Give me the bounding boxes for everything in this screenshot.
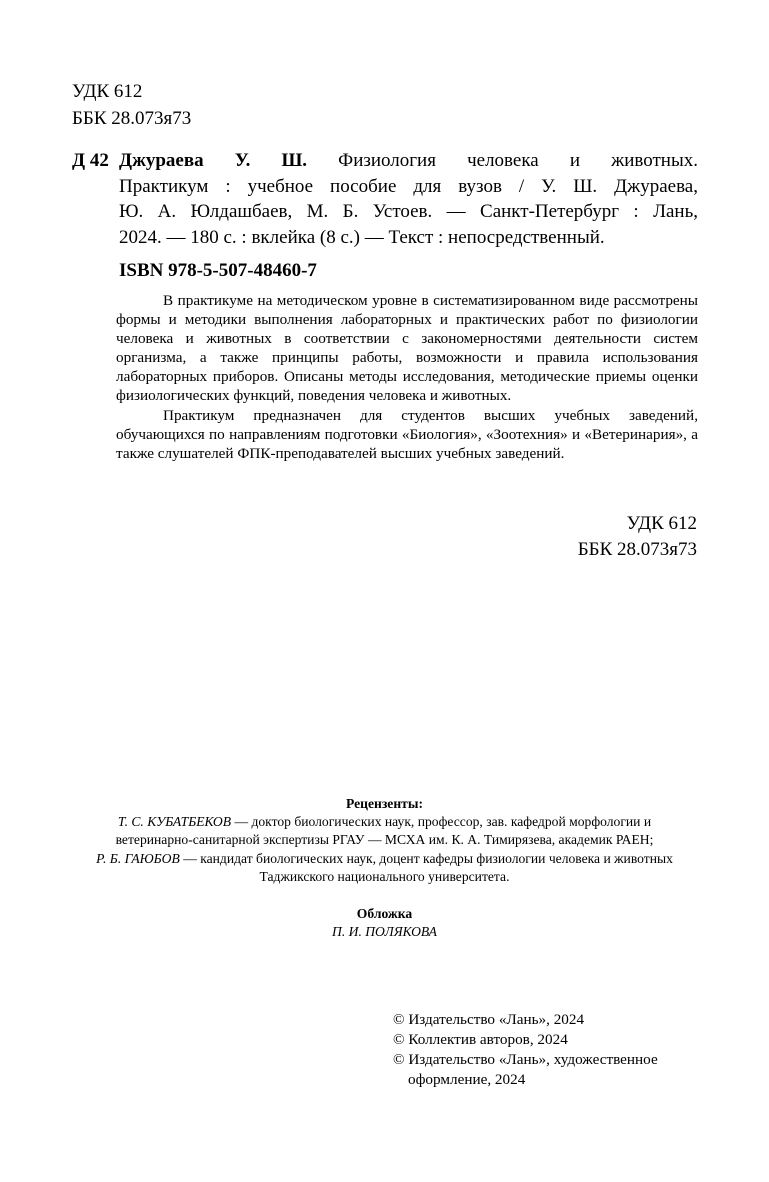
biblio-line-3: Ю. А. Юлдашбаев, М. Б. Устоев. — Санкт-Петербург : Лань,: [119, 201, 698, 222]
bbk-code-bottom: ББК 28.073я73: [577, 539, 697, 560]
bibliographic-record: [72, 148, 698, 250]
copyright-block: [393, 1010, 723, 1090]
udk-code-bottom: УДК 612: [626, 513, 697, 534]
udk-code: УДК 612: [72, 81, 143, 102]
biblio-line-1: [119, 148, 698, 174]
classification-bottom: [578, 511, 697, 563]
cover-designer: П. И. ПОЛЯКОВА: [332, 924, 437, 939]
reviewer-2: [60, 850, 709, 868]
title-start: Физиология человека и животных.: [307, 150, 698, 171]
bbk-code: ББК 28.073я73: [72, 108, 192, 129]
copyright-line-3-continuation: оформление, 2024: [408, 1071, 526, 1088]
copyright-line-2: © Коллектив авторов, 2024: [393, 1031, 568, 1048]
author-mark: Д 42: [72, 150, 109, 171]
reviewers-block: [60, 795, 709, 886]
author-name: Джураева У. Ш.: [119, 150, 308, 171]
copyright-line-1: © Издательство «Лань», 2024: [393, 1011, 585, 1028]
annotation-paragraph-2: Практикум предназначен для студентов высших учебных заведений, обучающихся по направлениям подготовки «Биология», «Зоотехния» и «Ветеринария», а также слушателей ФПК-преподавателей высших учебных заведений.: [116, 406, 698, 462]
annotation: [116, 291, 698, 463]
annotation-paragraph-1: В практикуме на методическом уровне в систематизированном виде рассмотрены формы и методики выполнения лабораторных и практических работ по физиологии человека и животных в соответствии с закономерностями деятельности систем организма, а также принципы работы, возможности и правила использования лабораторных приборов. Описаны методы исследования, методические приемы оценки физиологических функций, поведения человека и животных.: [116, 292, 698, 405]
reviewers-heading: Рецензенты:: [345, 796, 423, 811]
reviewer-2-text: — кандидат биологических наук, доцент кафедры физиологии человека и животных: [179, 850, 673, 866]
cover-credit: [60, 905, 709, 941]
reviewer-2-name: Р. Б. ГАЮБОВ: [96, 850, 180, 866]
cover-heading: Обложка: [356, 906, 413, 921]
biblio-line-4: 2024. — 180 с. : вклейка (8 с.) — Текст : непосредственный.: [119, 226, 605, 248]
reviewer-1-name: Т. С. КУБАТБЕКОВ: [117, 814, 232, 830]
classification-top: [72, 78, 191, 132]
bibliographic-description: [119, 148, 698, 250]
reviewer-1: [60, 813, 709, 831]
reviewer-2-continuation: Таджикского национального университета.: [259, 868, 510, 884]
reviewer-1-text: — доктор биологических наук, профессор, зав. кафедрой морфологии и: [231, 814, 652, 830]
reviewer-1-continuation: ветеринарно-санитарной экспертизы РГАУ — МСХА им. К. А. Тимирязева, академик РАЕН;: [115, 832, 654, 848]
isbn: ISBN 978-5-507-48460-7: [119, 260, 317, 281]
biblio-line-2: Практикум : учебное пособие для вузов / У. Ш. Джураева,: [119, 175, 698, 197]
copyright-line-3: © Издательство «Лань», художественное: [393, 1051, 658, 1068]
